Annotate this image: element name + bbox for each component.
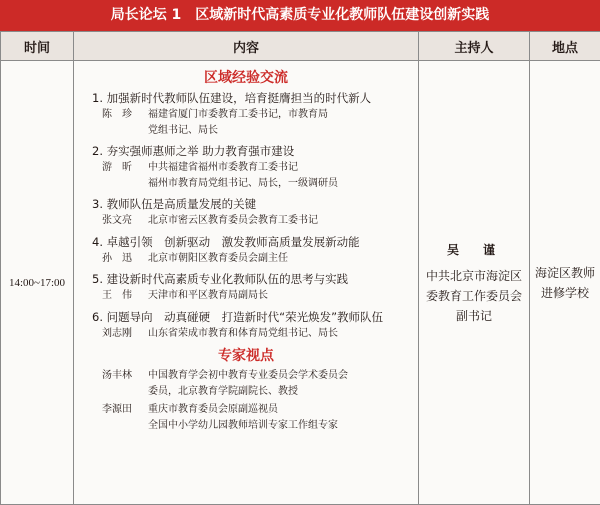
speaker-title-line: 天津市和平区教育局副局长 — [148, 290, 268, 301]
section-title-experts: 专家视点 — [218, 348, 274, 364]
speaker — [74, 288, 418, 304]
speaker-title-line: 党组书记、局长 — [148, 124, 218, 136]
host-cell — [419, 61, 530, 505]
expert — [74, 402, 418, 433]
place-line: 海淀区教师 — [534, 265, 595, 280]
speaker-title-line: 福州市教育局党组书记、局长，一级调研员 — [148, 177, 338, 189]
speaker — [74, 160, 418, 191]
host-name: 吴 谨 — [446, 242, 501, 257]
agenda-item-title: 1. 加强新时代教师队伍建设，培育挺膺担当的时代新人 — [92, 91, 372, 105]
speaker-name: 陈 珍 — [102, 109, 132, 120]
speaker-title-line: 北京市朝阳区教育委员会副主任 — [148, 252, 288, 264]
speaker-name: 刘志刚 — [102, 327, 132, 339]
expert — [74, 368, 418, 399]
expert-name: 汤丰林 — [102, 370, 132, 381]
host-title-line: 委教育工作委员会 — [425, 288, 522, 303]
speaker-title-line: 山东省荣成市教育和体育局党组书记、局长 — [148, 327, 338, 339]
place-cell — [530, 61, 600, 505]
header-place: 地点 — [530, 32, 600, 61]
agenda-item-title: 6. 问题导向 动真碰硬 打造新时代“荣光焕发”教师队伍 — [92, 309, 384, 324]
agenda-item-title: 2. 夯实强师惠师之举 助力教育强市建设 — [92, 144, 295, 158]
table-header-row — [1, 32, 600, 61]
schedule-table — [0, 31, 600, 505]
expert-title-line: 全国中小学幼儿园教师培训专家工作组专家 — [148, 419, 338, 431]
table-row — [1, 61, 600, 505]
expert-title-line: 重庆市教育委员会原副巡视员 — [148, 404, 278, 415]
speaker-name: 孙 迅 — [102, 252, 132, 264]
agenda-item-title: 3. 教师队伍是高质量发展的关键 — [92, 197, 257, 211]
time-cell: 14:00~17:00 — [1, 61, 74, 505]
speaker — [74, 107, 418, 138]
expert-name: 李源田 — [102, 404, 132, 415]
speaker-name: 张文亮 — [102, 215, 132, 226]
speaker — [74, 251, 418, 267]
place-line: 进修学校 — [540, 285, 589, 300]
host-title-line: 副书记 — [455, 308, 492, 323]
speaker-name: 游 昕 — [102, 162, 132, 173]
header-time: 时间 — [1, 32, 74, 61]
expert-title-line: 委员，北京教育学院副院长、教授 — [148, 385, 298, 397]
speaker — [74, 213, 418, 229]
section-title-regional: 区域经验交流 — [204, 70, 288, 86]
agenda-item-title: 5. 建设新时代高素质专业化教师队伍的思考与实践 — [92, 272, 349, 286]
speaker — [74, 326, 418, 342]
speaker-name: 王 伟 — [102, 290, 132, 301]
speaker-title-line: 福建省厦门市委教育工委书记，市教育局 — [148, 109, 328, 120]
expert-title-line: 中国教育学会初中教育专业委员会学术委员会 — [148, 370, 348, 381]
speaker-title-line: 中共福建省福州市委教育工委书记 — [148, 162, 298, 173]
host-title-line: 中共北京市海淀区 — [425, 268, 522, 283]
forum-banner: 局长论坛 1 区域新时代高素质专业化教师队伍建设创新实践 — [0, 0, 600, 31]
agenda-item-title: 4. 卓越引领 创新驱动 激发教师高质量发展新动能 — [92, 234, 360, 249]
header-host: 主持人 — [419, 32, 530, 61]
header-content: 内容 — [74, 32, 419, 61]
speaker-title-line: 北京市密云区教育委员会教育工委书记 — [148, 215, 318, 226]
content-cell — [74, 61, 419, 505]
